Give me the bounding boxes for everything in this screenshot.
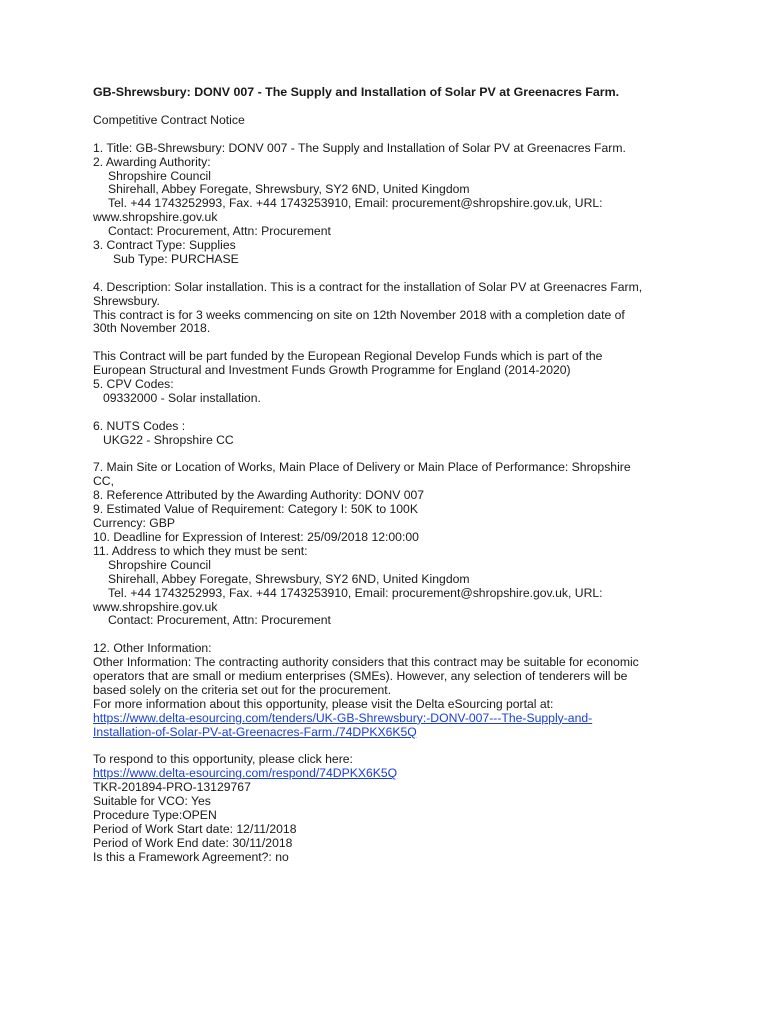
vco-suitability: Suitable for VCO: Yes	[93, 794, 211, 809]
address-org: Shropshire Council	[108, 557, 211, 572]
other-info-line: operators that are small or medium enterprises (SMEs). However, any selection of tenderers will be	[93, 669, 628, 684]
address-contact: Contact: Procurement, Attn: Procurement	[108, 613, 331, 628]
section-description: 4. Description: Solar installation. This is a contract for the installation of Solar PV at Greenacres Farm,	[93, 279, 643, 294]
document-title: GB-Shrewsbury: DONV 007 - The Supply and Installation of Solar PV at Greenacres Farm.	[93, 85, 620, 99]
procedure-type: Procedure Type:OPEN	[93, 808, 217, 823]
spacer	[93, 267, 693, 281]
section-awarding-authority: 2. Awarding Authority:	[93, 154, 211, 169]
currency: Currency: GBP	[93, 516, 175, 531]
notice-type: Competitive Contract Notice	[93, 112, 245, 127]
nuts-code: UKG22 - Shropshire CC	[103, 432, 234, 447]
spacer	[93, 406, 693, 420]
respond-prompt: To respond to this opportunity, please click here:	[93, 752, 353, 767]
main-site-line: CC,	[93, 474, 114, 489]
section-address: 11. Address to which they must be sent:	[93, 543, 308, 558]
section-main-site: 7. Main Site or Location of Works, Main Place of Delivery or Main Place of Performance: Shropshire	[93, 460, 631, 475]
spacer	[93, 448, 693, 462]
address-contact-details: Tel. +44 1743252993, Fax. +44 1743253910, Email: procurement@shropshire.gov.uk, URL:	[108, 585, 603, 600]
authority-address: Shirehall, Abbey Foregate, Shrewsbury, SY2 6ND, United Kingdom	[108, 182, 470, 197]
section-deadline: 10. Deadline for Expression of Interest: 25/09/2018 12:00:00	[93, 530, 419, 545]
contract-sub-type: Sub Type: PURCHASE	[113, 251, 239, 266]
other-info-line: For more information about this opportunity, please visit the Delta eSourcing portal at:	[93, 696, 554, 711]
section-other-information: 12. Other Information:	[93, 641, 212, 656]
work-end-date: Period of Work End date: 30/11/2018	[93, 835, 293, 850]
other-info-line: Other Information: The contracting authority considers that this contract may be suitable for economic	[93, 655, 639, 670]
respond-link[interactable]: https://www.delta-esourcing.com/respond/74DPKX6K5Q	[93, 766, 398, 781]
description-line: This contract is for 3 weeks commencing on site on 12th November 2018 with a completion date of	[93, 307, 625, 322]
spacer	[93, 336, 693, 350]
description-line: Shrewsbury.	[93, 293, 160, 308]
section-title: 1. Title: GB-Shrewsbury: DONV 007 - The Supply and Installation of Solar PV at Greenacres Farm.	[93, 140, 626, 155]
description-line: 30th November 2018.	[93, 321, 211, 336]
cpv-code: 09332000 - Solar installation.	[103, 390, 261, 405]
spacer	[93, 128, 693, 142]
tender-link-continued[interactable]: Installation-of-Solar-PV-at-Greenacres-Farm./74DPKX6K5Q	[93, 724, 417, 739]
tender-link[interactable]: https://www.delta-esourcing.com/tenders/UK-GB-Shrewsbury:-DONV-007---The-Supply-and-	[93, 710, 593, 725]
spacer	[93, 628, 693, 642]
framework-agreement: Is this a Framework Agreement?: no	[93, 849, 289, 864]
address-street: Shirehall, Abbey Foregate, Shrewsbury, SY2 6ND, United Kingdom	[108, 571, 470, 586]
authority-contact-details: Tel. +44 1743252993, Fax. +44 1743253910, Email: procurement@shropshire.gov.uk, URL:	[108, 196, 603, 211]
section-contract-type: 3. Contract Type: Supplies	[93, 238, 236, 253]
section-cpv-codes: 5. CPV Codes:	[93, 377, 174, 392]
description-line: European Structural and Investment Funds Growth Programme for England (2014-2020)	[93, 363, 571, 378]
section-reference: 8. Reference Attributed by the Awarding Authority: DONV 007	[93, 488, 425, 503]
authority-url: www.shropshire.gov.uk	[93, 210, 218, 225]
description-line: This Contract will be part funded by the European Regional Develop Funds which is part of the	[93, 349, 603, 364]
tkr-reference: TKR-201894-PRO-13129767	[93, 780, 251, 795]
section-nuts-codes: 6. NUTS Codes :	[93, 418, 186, 433]
spacer	[93, 740, 693, 754]
authority-contact: Contact: Procurement, Attn: Procurement	[108, 224, 331, 239]
contract-notice-document	[93, 86, 693, 865]
section-estimated-value: 9. Estimated Value of Requirement: Category I: 50K to 100K	[93, 502, 418, 517]
work-start-date: Period of Work Start date: 12/11/2018	[93, 822, 297, 837]
authority-name: Shropshire Council	[108, 168, 211, 183]
address-url: www.shropshire.gov.uk	[93, 599, 218, 614]
other-info-line: based solely on the criteria set out for the procurement.	[93, 682, 392, 697]
